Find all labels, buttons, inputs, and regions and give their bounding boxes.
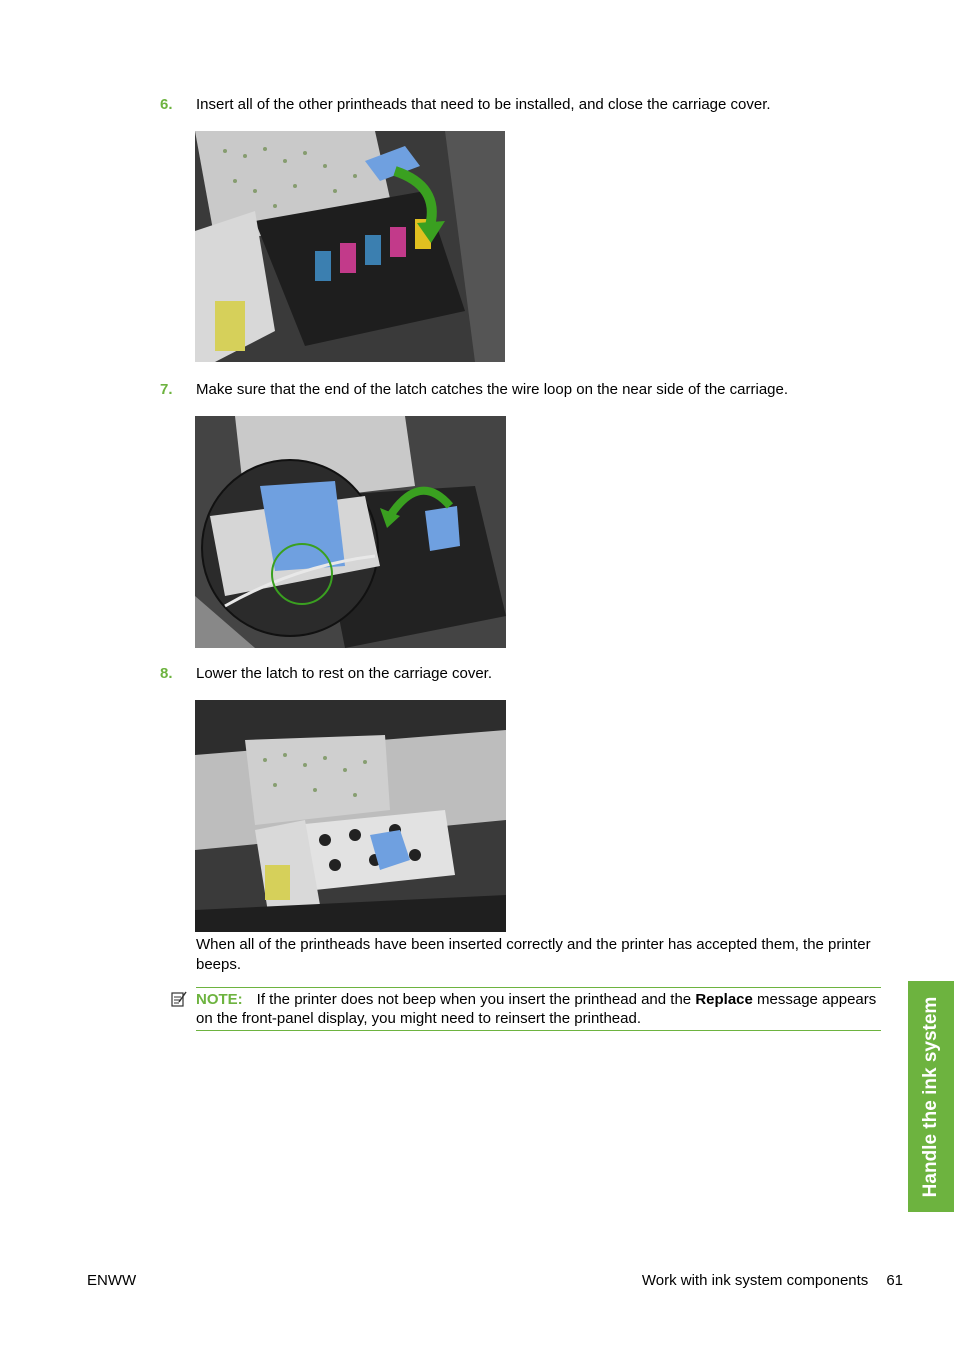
figure-lower-latch xyxy=(195,700,506,932)
figure-close-carriage-cover xyxy=(195,131,505,362)
note-text-after: message appears on the front-panel display, you might need to reinsert the printhead. xyxy=(196,991,877,1027)
step-number: 6. xyxy=(160,96,173,113)
footer-section-title: Work with ink system components xyxy=(641,1272,869,1289)
note-text-before: If the printer does not beep when you insert the printhead and the xyxy=(256,991,696,1008)
note-label: NOTE: xyxy=(196,991,243,1008)
step-number: 7. xyxy=(160,381,173,398)
note-bold-term: Replace xyxy=(695,991,753,1008)
footer-left-label: ENWW xyxy=(87,1272,137,1289)
confirmation-paragraph: When all of the printheads have been inserted correctly and the printer has accepted them, the printer beeps. xyxy=(196,936,871,973)
step-text: Insert all of the other printheads that need to be installed, and close the carriage cover. xyxy=(196,96,771,113)
step-text: Lower the latch to rest on the carriage cover. xyxy=(196,665,492,682)
step-text: Make sure that the end of the latch catches the wire loop on the near side of the carriage. xyxy=(196,381,789,398)
note-box xyxy=(196,987,881,1031)
section-side-tab xyxy=(908,981,954,1212)
step-number: 8. xyxy=(160,665,173,682)
figure-latch-wire-loop xyxy=(195,416,506,648)
footer-right xyxy=(642,1272,903,1289)
page-number: 61 xyxy=(886,1272,903,1289)
note-icon xyxy=(170,990,188,1008)
side-tab-label: Handle the ink system xyxy=(920,996,941,1197)
